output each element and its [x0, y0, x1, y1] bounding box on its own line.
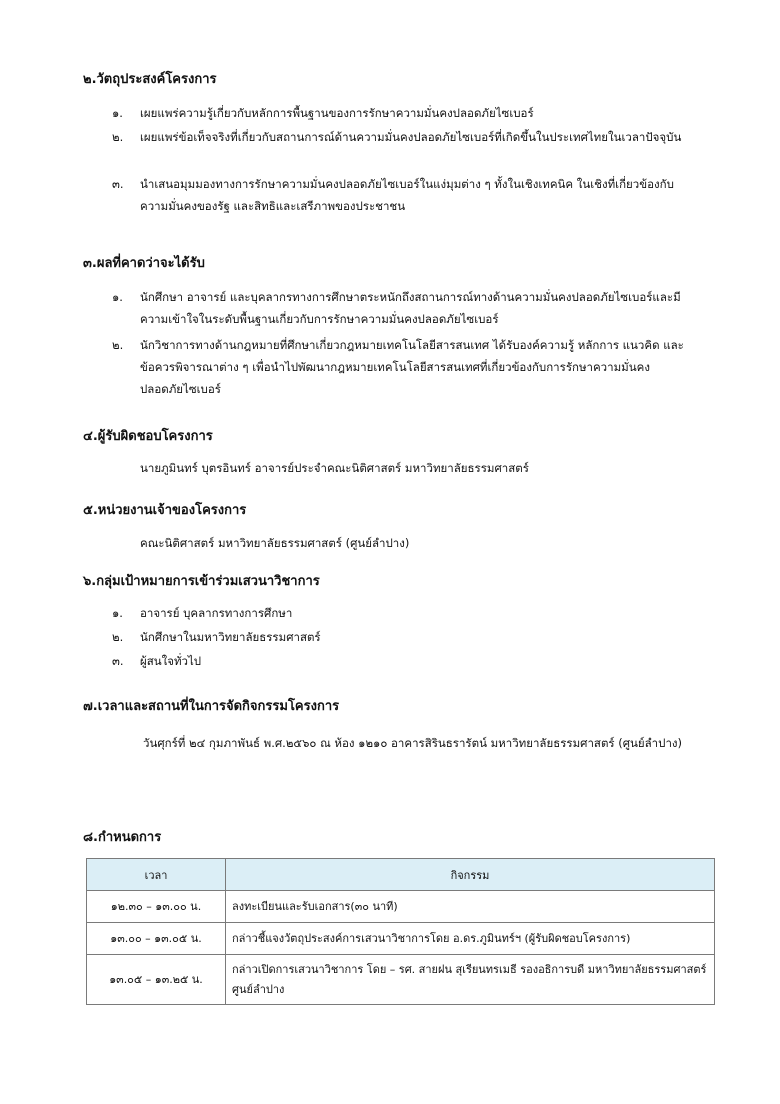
section-2-item-2 [112, 126, 692, 148]
item-number: ๑. [112, 106, 123, 120]
section-2-item-3 [112, 173, 692, 217]
section-6-item-2 [112, 626, 692, 648]
column-header-activity: กิจกรรม [226, 859, 715, 891]
item-number: ๓. [112, 654, 124, 668]
section-6-item-3 [112, 650, 692, 672]
section-8-heading: ๘.กำหนดการ [83, 830, 162, 845]
item-text: นักศึกษา อาจารย์ และบุคลากรทางการศึกษาตระหนักถึงสถานการณ์ทางด้านความมั่นคงปลอดภัยไซเบอร์และมีความเข้าใจในระดับพื้นฐานเกี่ยวกับการรักษาความมั่นคงปลอดภัยไซเบอร์ [140, 290, 681, 326]
item-text: เผยแพร่ความรู้เกี่ยวกับหลักการพื้นฐานของการรักษาความมั่นคงปลอดภัยไซเบอร์ [140, 106, 534, 120]
section-2-item-1 [112, 102, 692, 124]
section-4-text: นายภูมินทร์ บุตรอินทร์ อาจารย์ประจำคณะนิติศาสตร์ มหาวิทยาลัยธรรมศาสตร์ [140, 461, 529, 475]
section-7-heading: ๗.เวลาและสถานที่ในการจัดกิจกรรมโครงการ [83, 699, 340, 714]
section-3-item-1 [112, 286, 692, 330]
item-number: ๑. [112, 606, 123, 620]
section-5-text: คณะนิติศาสตร์ มหาวิทยาลัยธรรมศาสตร์ (ศูนย์ลำปาง) [140, 536, 410, 550]
item-text: ผู้สนใจทั่วไป [140, 654, 202, 668]
item-text: อาจารย์ บุคลากรทางการศึกษา [140, 606, 293, 620]
activity-cell: กล่าวชี้แจงวัตถุประสงค์การเสวนาวิชาการโดย อ.ดร.ภูมินทร์ฯ (ผู้รับผิดชอบโครงการ) [226, 923, 715, 955]
section-3-heading: ๓.ผลที่คาดว่าจะได้รับ [83, 256, 205, 271]
time-cell: ๑๓.๐๕ – ๑๓.๒๕ น. [87, 955, 226, 1005]
table-header-row [87, 859, 715, 891]
item-text: นักวิชาการทางด้านกฎหมายที่ศึกษาเกี่ยวกฎหมายเทคโนโลยีสารสนเทศ ได้รับองค์ความรู้ หลักการ แนวคิด และข้อควรพิจารณาต่าง ๆ เพื่อนำไปพัฒนากฎหมายเทคโนโลยีสารสนเทศที่เกี่ยวข้องกับการรักษาความมั่นคงปลอดภัยไซเบอร์ [140, 338, 684, 396]
section-3-item-2 [112, 334, 692, 400]
table-row [87, 923, 715, 955]
item-number: ๒. [112, 630, 124, 644]
table-row [87, 891, 715, 923]
time-cell: ๑๒.๓๐ – ๑๓.๐๐ น. [87, 891, 226, 923]
section-4-heading: ๔.ผู้รับผิดชอบโครงการ [83, 429, 213, 444]
section-7-text: วันศุกร์ที่ ๒๔ กุมภาพันธ์ พ.ศ.๒๕๖๐ ณ ห้อง ๑๒๑๐ อาคารสิรินธรารัตน์ มหาวิทยาลัยธรรมศาสตร์ (ศูนย์ลำปาง) [143, 736, 683, 750]
activity-cell: ลงทะเบียนและรับเอกสาร(๓๐ นาที) [226, 891, 715, 923]
item-number: ๑. [112, 290, 123, 304]
item-number: ๒. [112, 338, 124, 352]
time-cell: ๑๓.๐๐ – ๑๓.๐๕ น. [87, 923, 226, 955]
schedule-table [86, 858, 715, 1005]
section-6-item-1 [112, 602, 692, 624]
table-row [87, 955, 715, 1005]
item-number: ๓. [112, 177, 124, 191]
section-2-heading: ๒.วัตถุประสงค์โครงการ [83, 72, 217, 87]
item-text: เผยแพร่ข้อเท็จจริงที่เกี่ยวกับสถานการณ์ด้านความมั่นคงปลอดภัยไซเบอร์ที่เกิดขึ้นในประเทศไทยในเวลาปัจจุบัน [140, 130, 682, 144]
item-text: นักศึกษาในมหาวิทยาลัยธรรมศาสตร์ [140, 630, 321, 644]
section-6-heading: ๖.กลุ่มเป้าหมายการเข้าร่วมเสวนาวิชาการ [83, 574, 320, 589]
activity-cell: กล่าวเปิดการเสวนาวิชาการ โดย – รศ. สายฝน สุเรียนทรเมธี รองอธิการบดี มหาวิทยาลัยธรรมศาสตร์ ศูนย์ลำปาง [226, 955, 715, 1005]
section-5-heading: ๕.หน่วยงานเจ้าของโครงการ [83, 503, 247, 518]
item-text: นำเสนอมุมมองทางการรักษาความมั่นคงปลอดภัยไซเบอร์ในแง่มุมต่าง ๆ ทั้งในเชิงเทคนิค ในเชิงที่เกี่ยวข้องกับความมั่นคงของรัฐ และสิทธิและเสรีภาพของประชาชน [140, 177, 674, 213]
item-number: ๒. [112, 130, 124, 144]
column-header-time: เวลา [87, 859, 226, 891]
